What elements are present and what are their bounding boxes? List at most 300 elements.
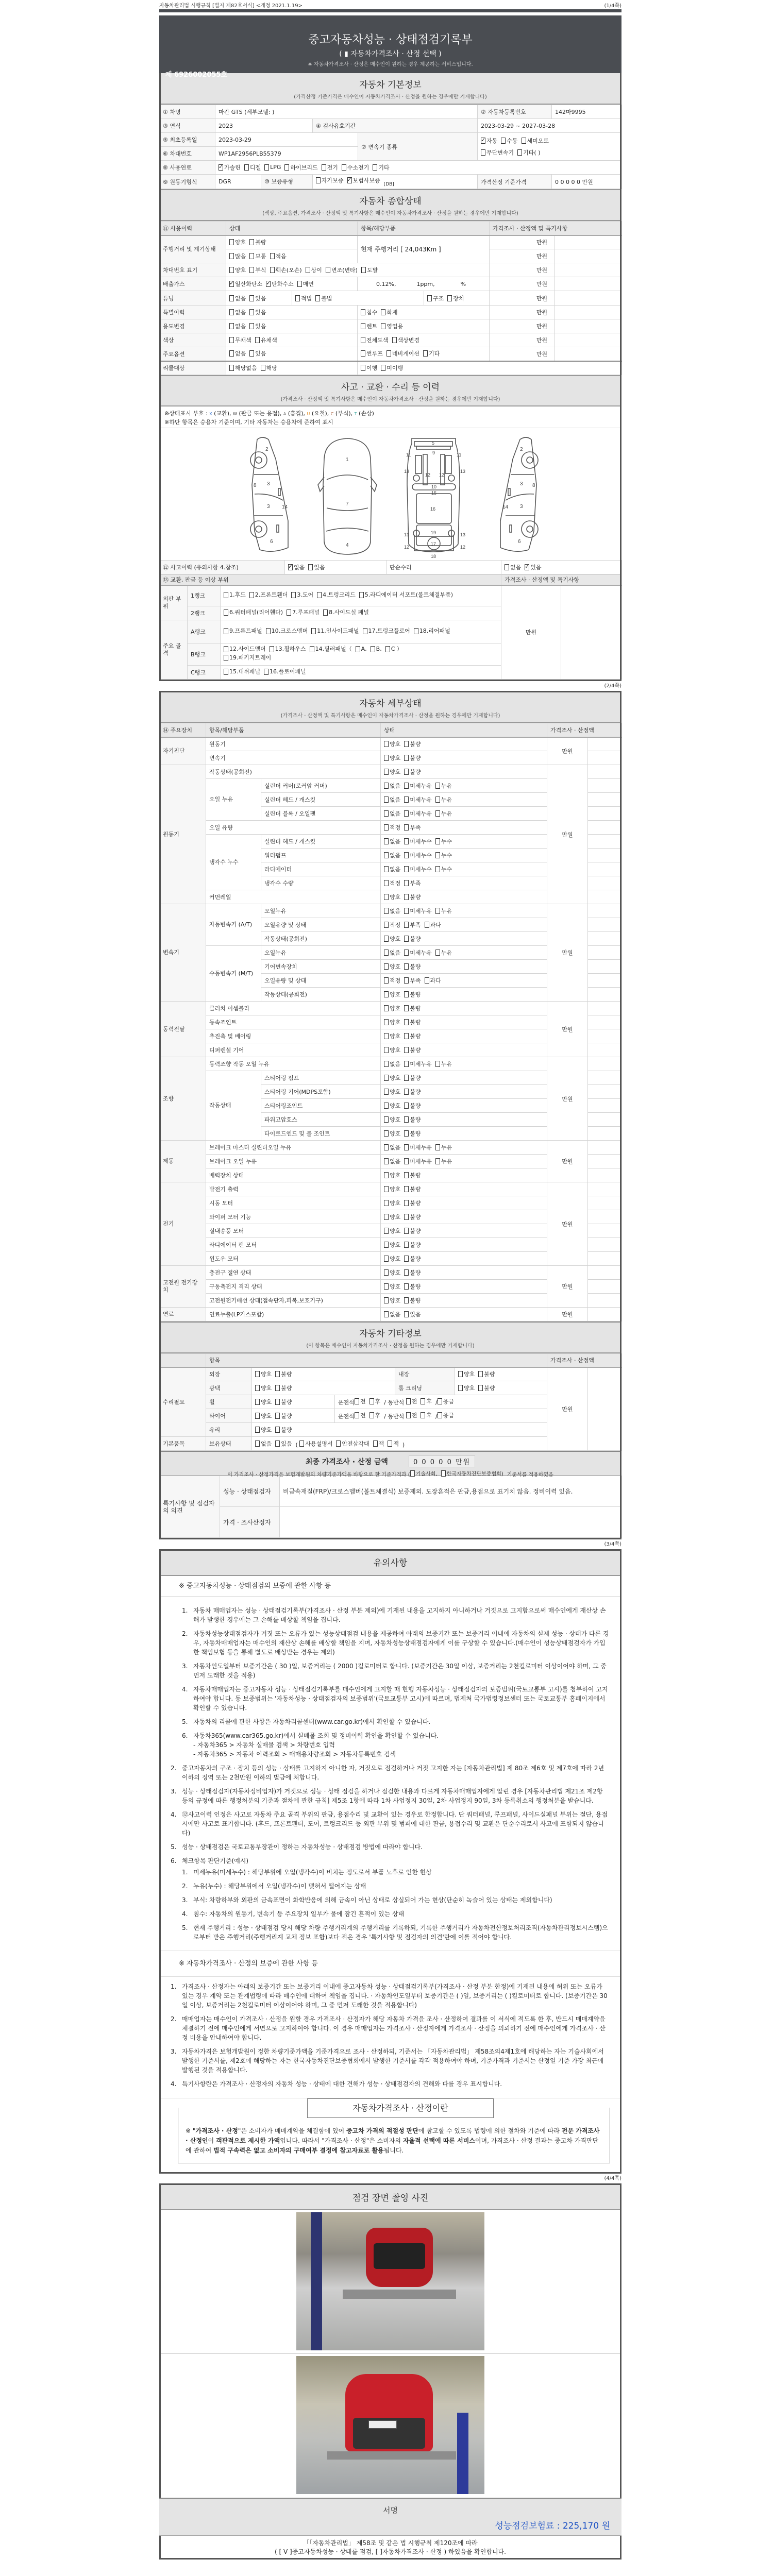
checkbox-icon[interactable] (522, 138, 526, 144)
price-note[interactable] (588, 1085, 622, 1099)
checkbox-icon[interactable] (404, 1214, 409, 1220)
checkbox-option[interactable] (369, 1411, 381, 1419)
checkbox-icon[interactable] (404, 838, 409, 844)
checkbox-option[interactable] (384, 1310, 400, 1318)
checkbox-icon[interactable] (384, 1228, 389, 1234)
checkbox-option[interactable] (255, 1384, 272, 1392)
checkbox-icon[interactable] (404, 1033, 409, 1039)
price-note[interactable] (588, 974, 622, 988)
checkbox-option[interactable] (229, 238, 246, 246)
checkbox-icon[interactable] (229, 253, 234, 259)
checkbox-option[interactable] (270, 646, 306, 653)
checkbox-icon[interactable] (384, 824, 389, 831)
checkbox-option[interactable] (255, 336, 277, 344)
checkbox-option[interactable] (355, 1411, 366, 1419)
checkbox-icon[interactable] (423, 350, 428, 357)
checkbox-option[interactable] (264, 668, 306, 675)
checkbox-option[interactable] (384, 893, 400, 901)
checkbox-option[interactable] (435, 795, 452, 804)
checkbox-option[interactable] (275, 1412, 292, 1420)
checkbox-option[interactable] (427, 294, 444, 302)
checkbox-option[interactable] (355, 1397, 366, 1405)
checkbox-icon[interactable] (404, 1089, 409, 1095)
checkbox-icon[interactable] (404, 852, 409, 858)
checkbox-option[interactable] (275, 1439, 292, 1448)
checkbox-option[interactable] (435, 1143, 452, 1151)
checkbox-icon[interactable] (404, 1116, 409, 1123)
checkbox-option[interactable] (361, 336, 389, 344)
checkbox-icon[interactable] (384, 783, 389, 789)
checkbox-icon[interactable] (404, 1228, 409, 1234)
checkbox-icon[interactable] (404, 824, 409, 831)
price-note[interactable] (588, 1238, 622, 1252)
checked-box-icon[interactable] (219, 164, 223, 171)
checkbox-option[interactable] (384, 990, 400, 998)
checkbox-icon[interactable] (404, 894, 409, 900)
checkbox-option[interactable] (342, 163, 369, 172)
checkbox-option[interactable] (404, 879, 421, 887)
checkbox-icon[interactable] (355, 1412, 359, 1418)
checkbox-icon[interactable] (342, 164, 346, 171)
checkbox-option[interactable] (347, 176, 380, 184)
checkbox-option[interactable] (404, 1199, 421, 1207)
checkbox-icon[interactable] (361, 365, 365, 371)
checkbox-option[interactable] (284, 163, 317, 172)
checkbox-option[interactable] (384, 809, 400, 818)
checkbox-option[interactable] (224, 609, 283, 616)
checkbox-icon[interactable] (404, 977, 409, 984)
checkbox-option[interactable] (306, 266, 322, 274)
checkbox-option[interactable] (229, 336, 251, 344)
checkbox-icon[interactable] (384, 1116, 389, 1123)
checkbox-icon[interactable] (388, 1440, 392, 1447)
price-note[interactable] (588, 1224, 622, 1238)
checkbox-option[interactable] (384, 1074, 400, 1082)
checkbox-icon[interactable] (435, 950, 440, 956)
checkbox-icon[interactable] (435, 783, 440, 789)
checkbox-icon[interactable] (275, 1385, 280, 1391)
checkbox-option[interactable] (501, 137, 517, 145)
price-note[interactable] (588, 751, 622, 765)
checkbox-icon[interactable] (384, 1256, 389, 1262)
checkbox-icon[interactable] (404, 755, 409, 761)
checkbox-icon[interactable] (369, 1412, 374, 1418)
checkbox-icon[interactable] (275, 1440, 280, 1447)
checkbox-option[interactable] (404, 921, 421, 929)
checkbox-option[interactable] (224, 654, 271, 662)
checkbox-icon[interactable] (404, 769, 409, 775)
price-note[interactable] (588, 793, 622, 807)
checkbox-icon[interactable] (427, 295, 432, 301)
checkbox-option[interactable] (404, 976, 421, 985)
checkbox-option[interactable] (525, 563, 541, 571)
checkbox-option[interactable] (384, 1032, 400, 1040)
checkbox-option[interactable] (458, 1370, 475, 1378)
checkbox-icon[interactable] (384, 852, 389, 858)
checkbox-option[interactable] (229, 266, 246, 274)
checkbox-option[interactable] (447, 294, 464, 302)
checkbox-option[interactable] (255, 1426, 272, 1434)
checkbox-icon[interactable] (441, 1470, 446, 1477)
checkbox-icon[interactable] (404, 810, 409, 817)
price-note[interactable] (588, 862, 622, 876)
price-note[interactable] (555, 306, 622, 319)
checkbox-icon[interactable] (384, 880, 389, 886)
checkbox-option[interactable] (275, 1384, 292, 1392)
checkbox-icon[interactable] (249, 239, 254, 245)
checkbox-option[interactable] (404, 1213, 421, 1221)
checkbox-icon[interactable] (381, 309, 385, 315)
checkbox-option[interactable] (441, 1469, 503, 1477)
checkbox-icon[interactable] (404, 1005, 409, 1011)
checkbox-icon[interactable] (261, 365, 265, 371)
checkbox-icon[interactable] (404, 963, 409, 970)
checkbox-icon[interactable] (404, 1103, 409, 1109)
checkbox-option[interactable] (421, 1397, 432, 1405)
checkbox-option[interactable] (384, 1282, 400, 1291)
checkbox-icon[interactable] (478, 1385, 483, 1391)
price-note[interactable] (588, 1210, 622, 1224)
checkbox-option[interactable] (317, 591, 356, 599)
checkbox-icon[interactable] (381, 365, 385, 371)
checkbox-icon[interactable] (287, 609, 291, 616)
checkbox-icon[interactable] (384, 866, 389, 872)
price-note[interactable] (588, 1141, 622, 1155)
checkbox-option[interactable] (229, 308, 246, 316)
price-note[interactable] (588, 1367, 622, 1451)
checkbox-option[interactable] (373, 163, 389, 172)
checkbox-icon[interactable] (249, 350, 254, 357)
checkbox-icon[interactable] (361, 350, 365, 357)
checkbox-option[interactable] (404, 893, 421, 901)
checkbox-icon[interactable] (297, 281, 302, 287)
price-note[interactable] (555, 347, 622, 361)
checkbox-option[interactable] (481, 137, 497, 145)
checkbox-option[interactable] (323, 609, 369, 616)
checkbox-option[interactable] (404, 1018, 421, 1026)
checkbox-icon[interactable] (371, 646, 375, 652)
checkbox-icon[interactable] (404, 936, 409, 942)
checkbox-icon[interactable] (501, 138, 506, 144)
checkbox-icon[interactable] (384, 1214, 389, 1220)
checkbox-option[interactable] (255, 1370, 272, 1378)
checkbox-icon[interactable] (384, 977, 389, 984)
checkbox-icon[interactable] (270, 253, 275, 259)
checkbox-icon[interactable] (384, 741, 389, 747)
checkbox-option[interactable] (404, 1115, 421, 1124)
checkbox-icon[interactable] (255, 1440, 260, 1447)
checkbox-icon[interactable] (458, 1385, 463, 1391)
checkbox-icon[interactable] (404, 1061, 409, 1067)
checkbox-icon[interactable] (435, 810, 440, 817)
checkbox-option[interactable] (404, 809, 432, 818)
checkbox-option[interactable] (384, 1213, 400, 1221)
checkbox-icon[interactable] (404, 1242, 409, 1248)
price-note[interactable] (588, 1196, 622, 1210)
checkbox-option[interactable] (249, 591, 288, 599)
checkbox-icon[interactable] (306, 267, 310, 273)
price-note[interactable] (555, 249, 622, 263)
checkbox-option[interactable] (384, 879, 400, 887)
checkbox-icon[interactable] (404, 1172, 409, 1178)
checkbox-icon[interactable] (270, 646, 274, 652)
checkbox-option[interactable] (361, 266, 378, 274)
checkbox-option[interactable] (224, 628, 262, 635)
price-note[interactable] (561, 585, 622, 680)
checkbox-icon[interactable] (291, 592, 296, 598)
checkbox-option[interactable] (249, 322, 266, 330)
checkbox-option[interactable] (264, 164, 281, 171)
checkbox-icon[interactable] (284, 164, 289, 171)
checkbox-icon[interactable] (435, 908, 440, 914)
checkbox-option[interactable] (384, 754, 400, 762)
checkbox-option[interactable] (404, 1032, 421, 1040)
checkbox-option[interactable] (404, 935, 421, 943)
price-note[interactable] (555, 319, 622, 333)
checkbox-option[interactable] (478, 1370, 495, 1378)
checkbox-icon[interactable] (421, 1412, 425, 1418)
checkbox-icon[interactable] (373, 1440, 378, 1447)
checkbox-icon[interactable] (404, 1075, 409, 1081)
checkbox-option[interactable] (421, 1411, 432, 1419)
checkbox-option[interactable] (270, 252, 287, 260)
checked-box-icon[interactable] (266, 281, 271, 287)
checkbox-option[interactable] (299, 1439, 332, 1448)
checkbox-option[interactable] (435, 809, 452, 818)
checkbox-icon[interactable] (384, 755, 389, 761)
checkbox-option[interactable] (229, 280, 262, 288)
checkbox-option[interactable] (404, 1101, 421, 1110)
checkbox-option[interactable] (384, 823, 400, 832)
checkbox-icon[interactable] (244, 164, 249, 171)
checkbox-option[interactable] (381, 308, 397, 316)
checkbox-option[interactable] (384, 1143, 400, 1151)
price-note[interactable] (555, 263, 622, 277)
checkbox-option[interactable] (404, 1310, 421, 1318)
price-note[interactable] (555, 333, 622, 347)
checkbox-icon[interactable] (435, 1158, 440, 1164)
checkbox-option[interactable] (361, 308, 377, 316)
checkbox-icon[interactable] (435, 1144, 440, 1150)
checkbox-option[interactable] (297, 280, 314, 288)
checkbox-icon[interactable] (249, 295, 254, 301)
checkbox-icon[interactable] (229, 323, 234, 329)
checkbox-option[interactable] (404, 1255, 421, 1263)
checkbox-option[interactable] (404, 1088, 421, 1096)
checkbox-icon[interactable] (404, 1297, 409, 1303)
checkbox-option[interactable] (517, 148, 540, 157)
checkbox-icon[interactable] (249, 309, 254, 315)
checkbox-icon[interactable] (404, 796, 409, 803)
checkbox-icon[interactable] (404, 908, 409, 914)
checkbox-option[interactable] (404, 1004, 421, 1012)
checkbox-option[interactable] (435, 948, 452, 957)
price-note[interactable] (588, 1071, 622, 1085)
price-note[interactable] (588, 876, 622, 890)
checkbox-icon[interactable] (355, 1398, 359, 1404)
checkbox-option[interactable] (404, 795, 432, 804)
checkbox-option[interactable] (291, 591, 313, 599)
price-note[interactable] (555, 291, 622, 306)
checkbox-option[interactable] (404, 782, 432, 790)
price-note[interactable] (588, 1155, 622, 1168)
checkbox-option[interactable] (435, 1060, 452, 1068)
checkbox-option[interactable] (288, 563, 305, 571)
checkbox-option[interactable] (384, 1241, 400, 1249)
price-note[interactable] (588, 1015, 622, 1029)
checkbox-option[interactable] (384, 1018, 400, 1026)
checkbox-option[interactable] (381, 364, 403, 372)
checkbox-icon[interactable] (404, 1200, 409, 1206)
checkbox-icon[interactable] (369, 1398, 374, 1404)
price-note[interactable] (555, 277, 622, 291)
price-note[interactable] (588, 737, 622, 751)
checkbox-option[interactable] (425, 921, 441, 929)
checkbox-option[interactable] (384, 851, 400, 859)
checkbox-icon[interactable] (404, 1186, 409, 1192)
checkbox-icon[interactable] (229, 337, 234, 343)
checkbox-option[interactable] (384, 1060, 400, 1068)
price-note[interactable] (588, 918, 622, 932)
checkbox-icon[interactable] (435, 1061, 440, 1067)
checkbox-icon[interactable] (386, 350, 391, 357)
checkbox-option[interactable] (406, 1397, 417, 1405)
checkbox-icon[interactable] (384, 991, 389, 997)
checkbox-icon[interactable] (384, 1186, 389, 1192)
checkbox-option[interactable] (384, 1199, 400, 1207)
checkbox-icon[interactable] (275, 1371, 280, 1377)
checkbox-icon[interactable] (478, 1371, 483, 1377)
checkbox-icon[interactable] (264, 669, 268, 675)
checkbox-option[interactable] (385, 646, 402, 653)
checkbox-option[interactable] (404, 1046, 421, 1054)
checkbox-option[interactable] (381, 322, 403, 330)
checked-box-icon[interactable] (347, 177, 352, 183)
checkbox-option[interactable] (359, 591, 453, 599)
checkbox-icon[interactable] (458, 1371, 463, 1377)
checkbox-icon[interactable] (384, 769, 389, 775)
checkbox-icon[interactable] (404, 1144, 409, 1150)
checkbox-icon[interactable] (404, 1047, 409, 1053)
checkbox-option[interactable] (361, 349, 383, 358)
checkbox-option[interactable] (386, 349, 419, 358)
checkbox-option[interactable] (384, 935, 400, 943)
checkbox-option[interactable] (435, 1157, 452, 1165)
checkbox-option[interactable] (458, 1384, 475, 1392)
checkbox-icon[interactable] (384, 922, 389, 928)
checkbox-icon[interactable] (438, 1412, 442, 1418)
checkbox-icon[interactable] (275, 1399, 280, 1405)
checkbox-option[interactable] (404, 1227, 421, 1235)
price-note[interactable] (588, 765, 622, 779)
checkbox-option[interactable] (363, 628, 410, 635)
price-note[interactable] (588, 1043, 622, 1057)
checkbox-option[interactable] (404, 1143, 432, 1151)
checkbox-option[interactable] (266, 628, 308, 635)
checkbox-option[interactable] (249, 294, 266, 302)
checkbox-icon[interactable] (421, 1398, 425, 1404)
checkbox-option[interactable] (336, 1439, 369, 1448)
checkbox-option[interactable] (249, 349, 266, 358)
checkbox-icon[interactable] (438, 1398, 442, 1404)
checkbox-icon[interactable] (224, 592, 228, 598)
checkbox-option[interactable] (356, 646, 367, 653)
price-note[interactable] (588, 779, 622, 793)
checkbox-option[interactable] (435, 851, 452, 859)
checkbox-icon[interactable] (323, 609, 328, 616)
checkbox-option[interactable] (361, 364, 377, 372)
checkbox-option[interactable] (275, 1426, 292, 1434)
checkbox-option[interactable] (261, 364, 277, 372)
checkbox-option[interactable] (229, 252, 246, 260)
checkbox-option[interactable] (384, 976, 400, 985)
price-note[interactable] (588, 1308, 622, 1321)
checkbox-icon[interactable] (255, 1413, 260, 1419)
checkbox-icon[interactable] (425, 922, 429, 928)
checkbox-icon[interactable] (255, 1385, 260, 1391)
checkbox-icon[interactable] (384, 1242, 389, 1248)
checkbox-option[interactable] (229, 349, 246, 358)
checkbox-option[interactable] (404, 1157, 432, 1165)
checkbox-option[interactable] (310, 646, 352, 653)
checkbox-option[interactable] (404, 1060, 432, 1068)
checkbox-icon[interactable] (356, 646, 360, 652)
checkbox-icon[interactable] (384, 1200, 389, 1206)
checkbox-icon[interactable] (308, 564, 313, 570)
checkbox-icon[interactable] (326, 267, 330, 273)
checkbox-option[interactable] (369, 1397, 381, 1405)
checkbox-option[interactable] (224, 646, 266, 653)
checkbox-icon[interactable] (404, 1311, 409, 1317)
checkbox-option[interactable] (384, 1185, 400, 1193)
price-note[interactable] (555, 235, 622, 249)
checkbox-icon[interactable] (384, 1061, 389, 1067)
checkbox-option[interactable] (275, 1370, 292, 1378)
checkbox-option[interactable] (287, 609, 320, 616)
checkbox-option[interactable] (384, 962, 400, 971)
checkbox-option[interactable] (406, 1411, 417, 1419)
checkbox-icon[interactable] (404, 783, 409, 789)
checkbox-icon[interactable] (384, 1172, 389, 1178)
checkbox-option[interactable] (404, 740, 421, 748)
checkbox-option[interactable] (384, 1115, 400, 1124)
checkbox-icon[interactable] (249, 323, 254, 329)
checkbox-option[interactable] (388, 1439, 399, 1448)
checkbox-option[interactable] (522, 137, 549, 145)
checkbox-option[interactable] (384, 1255, 400, 1263)
checkbox-option[interactable] (384, 1088, 400, 1096)
checkbox-icon[interactable] (384, 950, 389, 956)
price-note[interactable] (588, 1057, 622, 1071)
checkbox-option[interactable] (384, 1296, 400, 1304)
price-note[interactable] (588, 1127, 622, 1141)
checkbox-icon[interactable] (384, 908, 389, 914)
checkbox-icon[interactable] (384, 894, 389, 900)
checkbox-option[interactable] (423, 349, 440, 358)
checkbox-icon[interactable] (275, 1413, 280, 1419)
checkbox-icon[interactable] (384, 1144, 389, 1150)
checkbox-option[interactable] (435, 782, 452, 790)
checkbox-option[interactable] (404, 768, 421, 776)
checkbox-option[interactable] (384, 921, 400, 929)
checkbox-option[interactable] (229, 294, 246, 302)
checkbox-icon[interactable] (406, 1412, 411, 1418)
checkbox-option[interactable] (478, 1384, 495, 1392)
checkbox-icon[interactable] (384, 1103, 389, 1109)
checkbox-icon[interactable] (384, 838, 389, 844)
checkbox-option[interactable] (438, 1411, 454, 1419)
checkbox-option[interactable] (384, 1157, 400, 1165)
